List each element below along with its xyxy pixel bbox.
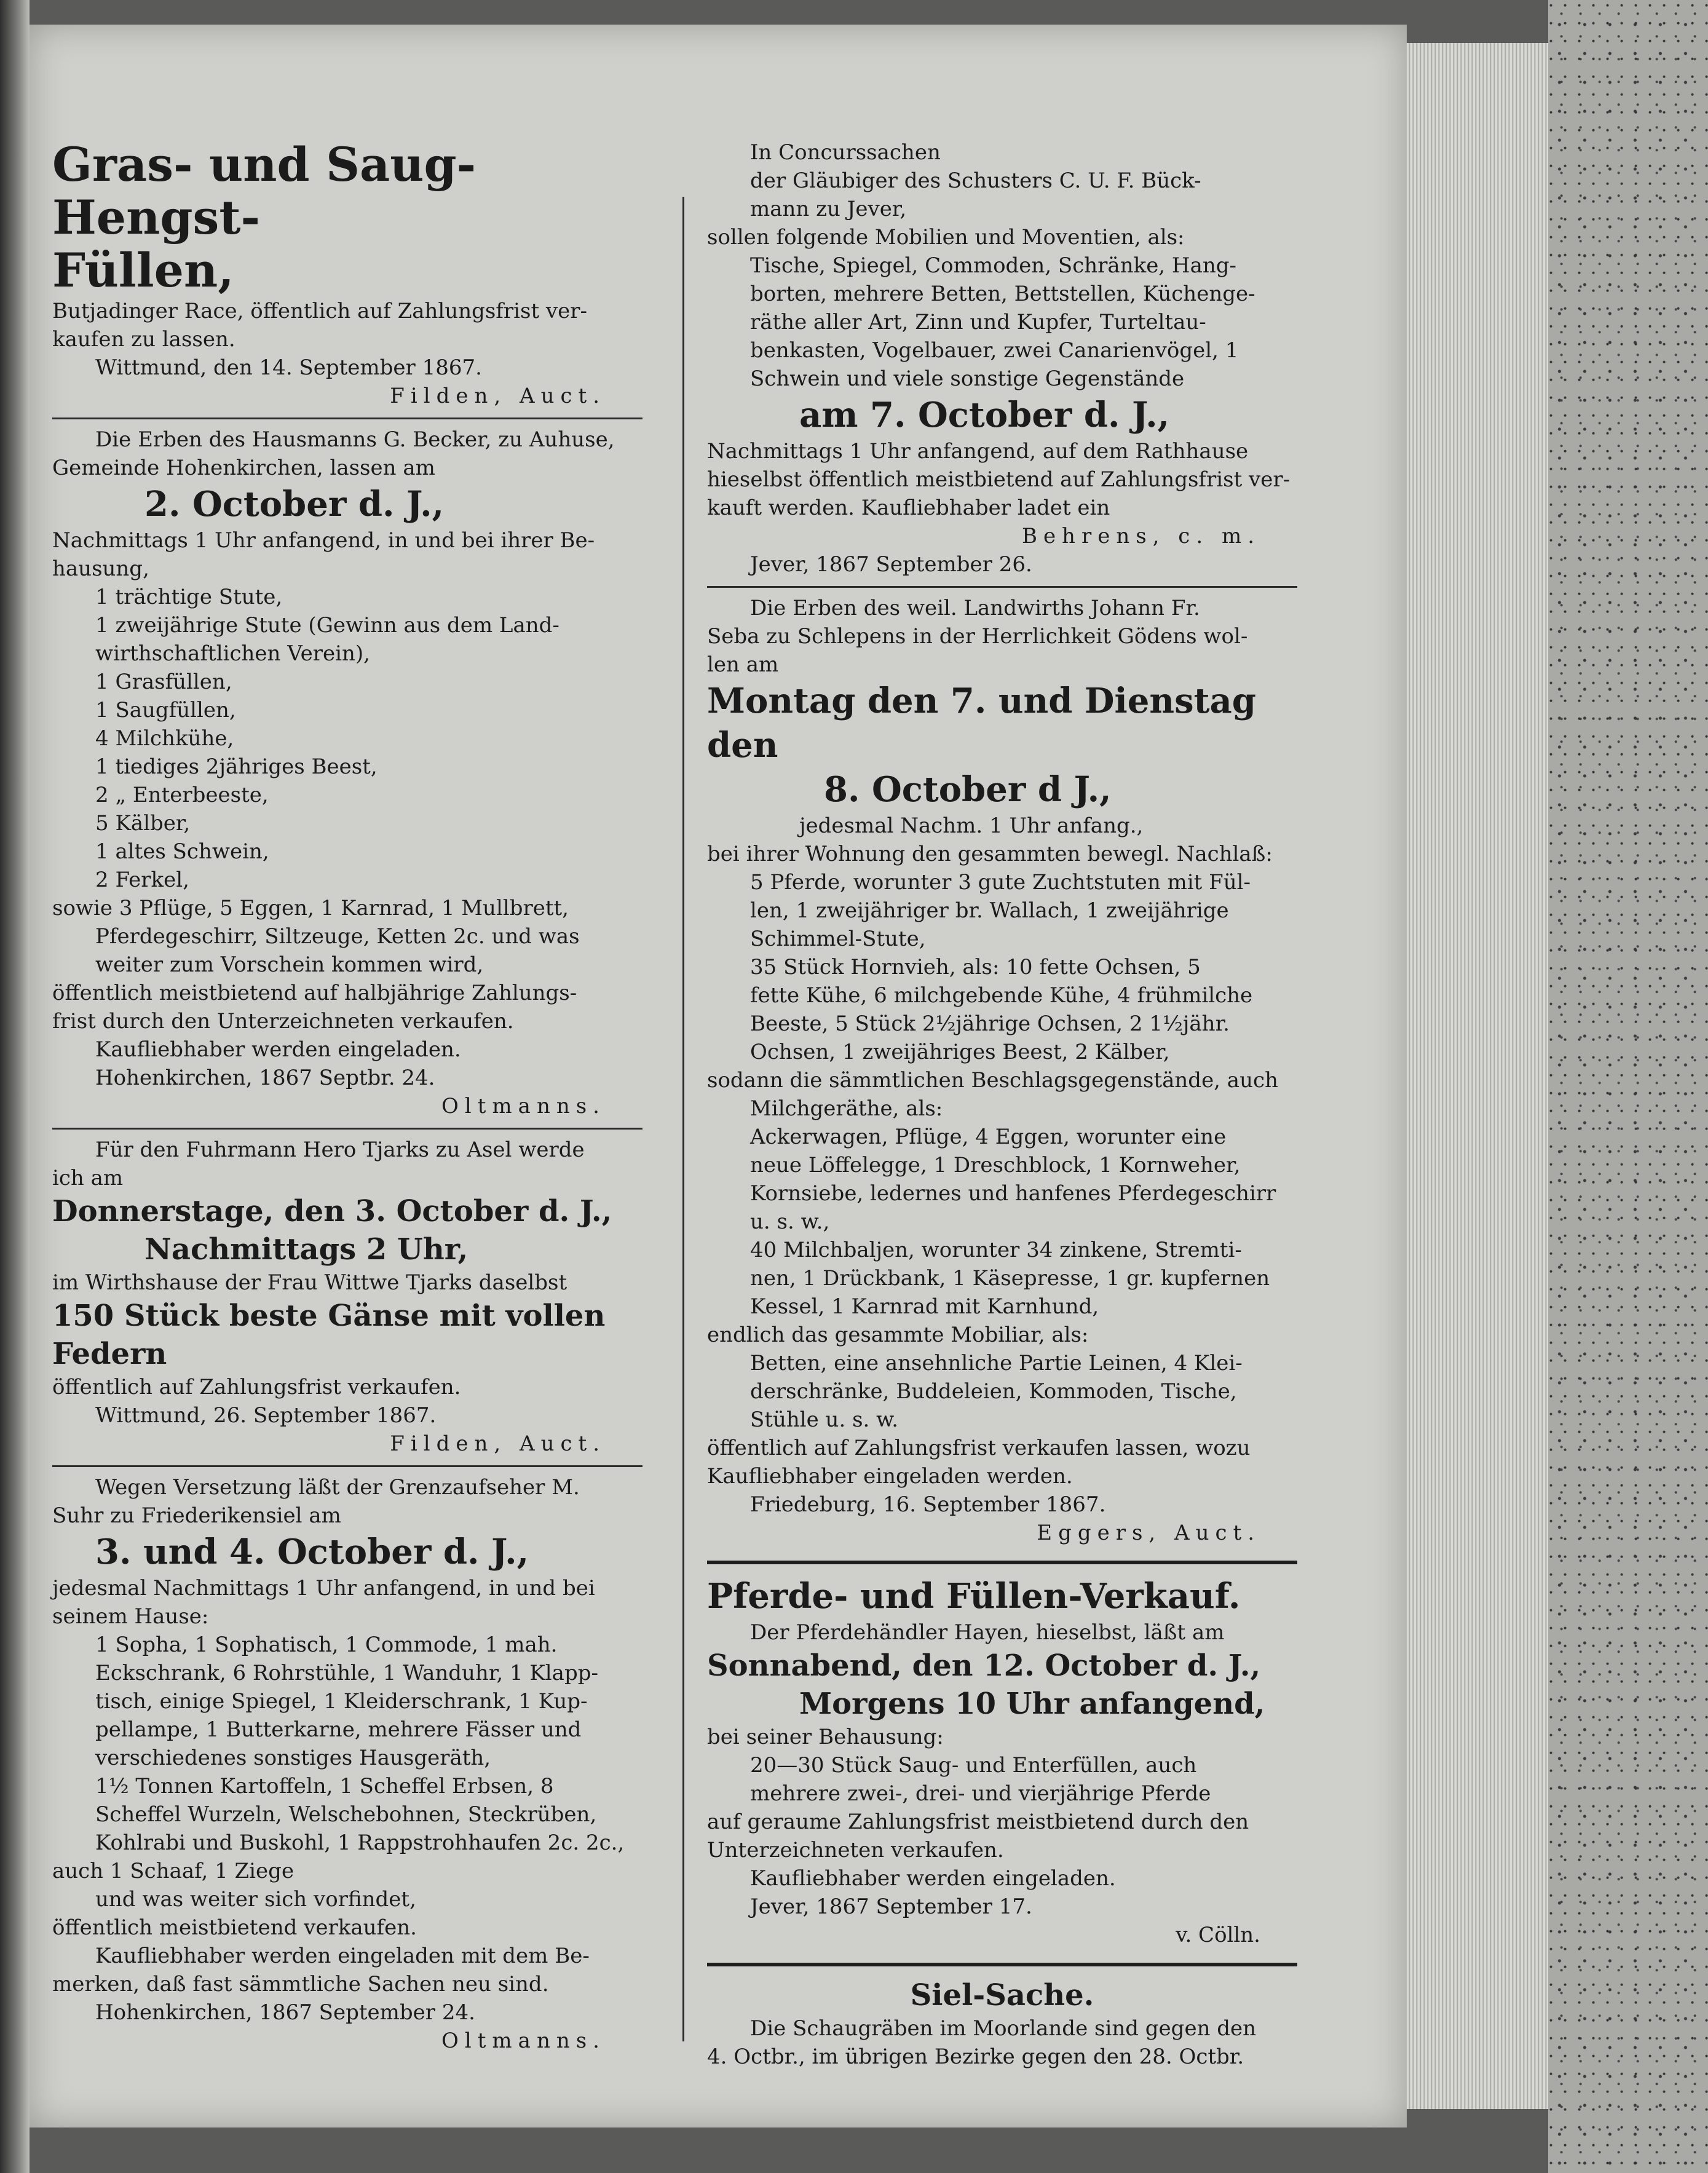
list-item: benkasten, Vogelbauer, zwei Canarienvögel, 1 (750, 338, 1239, 363)
ad-text: weiter zum Vorschein kommen wird, (95, 952, 484, 977)
ad-separator (707, 586, 1297, 588)
list-item: 1 tiediges 2jähriges Beest, (95, 754, 378, 779)
list-item: 1½ Tonnen Kartoffeln, 1 Scheffel Erbsen, 8 (95, 1774, 554, 1799)
ad-tjarks-geese (52, 1136, 642, 1458)
list-item: Kohlrabi und Buskohl, 1 Rappstrohhaufen 2c. 2c., (95, 1831, 625, 1855)
ad-signature: Eggers, Auct. (1037, 1521, 1260, 1545)
ad-text: sodann die sämmtlichen Beschlagsgegenstände, auch (707, 1068, 1278, 1093)
ad-seba-estate (707, 594, 1297, 1547)
ad-separator (52, 418, 642, 419)
ad-goods-heading: Federn (52, 1337, 167, 1371)
list-item: Eckschrank, 6 Rohrstühle, 1 Wanduhr, 1 Klapp- (95, 1661, 598, 1685)
list-item: borten, mehrere Betten, Bettstellen, Küchenge- (750, 282, 1255, 306)
ad-text: Kaufliebhaber werden eingeladen. (95, 1037, 461, 1062)
ad-pferde-verkauf (707, 1574, 1297, 1949)
ad-text: frist durch den Unterzeichneten verkaufen. (52, 1009, 514, 1034)
ad-signature: Behrens, c. m. (1021, 524, 1260, 548)
ad-text: öffentlich auf Zahlungsfrist verkaufen lassen, wozu (707, 1436, 1251, 1460)
ad-separator (707, 1963, 1297, 1966)
list-item: räthe aller Art, Zinn und Kupfer, Turteltau- (750, 310, 1206, 334)
ad-text: mehrere zwei-, drei- und vierjährige Pferde (750, 1781, 1211, 1806)
ad-text: Die Erben des weil. Landwirths Johann Fr. (750, 596, 1200, 620)
ad-text: 4. Octbr., im übrigen Bezirke gegen den 28. Octbr. (707, 2044, 1244, 2069)
ad-signature: Oltmanns. (441, 2029, 606, 2053)
list-item: Stühle u. s. w. (750, 1407, 899, 1432)
list-item: verschiedenes sonstiges Hausgeräth, (95, 1746, 491, 1770)
ad-text: merken, daß fast sämmtliche Sachen neu sind. (52, 1972, 549, 1997)
list-item: wirthschaftlichen Verein), (95, 641, 370, 666)
list-item: Beeste, 5 Stück 2½jährige Ochsen, 2 1½jähr. (750, 1011, 1230, 1036)
column-divider (682, 197, 684, 2041)
ad-text: len am (707, 652, 779, 677)
ad-text: und was weiter sich vorfindet, (95, 1887, 416, 1912)
ad-text: Milchgeräthe, als: (750, 1096, 943, 1121)
ad-date: Hohenkirchen, 1867 September 24. (95, 2000, 475, 2025)
list-item: fette Kühe, 6 milchgebende Kühe, 4 frühmilche (750, 983, 1253, 1008)
list-item: 1 Sopha, 1 Sophatisch, 1 Commode, 1 mah. (95, 1633, 558, 1657)
ad-date: Hohenkirchen, 1867 Septbr. 24. (95, 1066, 435, 1090)
list-item: 2 „ Enterbeeste, (95, 783, 269, 807)
list-item: neue Löffelegge, 1 Dreschblock, 1 Kornweher, (750, 1153, 1241, 1178)
ad-text: seinem Hause: (52, 1604, 209, 1629)
list-item: 35 Stück Hornvieh, als: 10 fette Ochsen, 5 (750, 955, 1201, 980)
list-item: nen, 1 Drückbank, 1 Käsepresse, 1 gr. kupfernen (750, 1266, 1270, 1291)
ad-text: mann zu Jever, (750, 197, 907, 221)
ad-text: Kaufliebhaber werden eingeladen. (750, 1866, 1116, 1891)
ad-text: bei seiner Behausung: (707, 1725, 944, 1749)
ad-signature: Filden, Auct. (390, 384, 606, 408)
ad-title: Füllen, (52, 243, 234, 298)
ad-date: Wittmund, 26. September 1867. (95, 1403, 437, 1428)
ad-date-heading: Montag den 7. und Dienstag den (707, 681, 1256, 766)
list-item: derschränke, Buddeleien, Kommoden, Tische, (750, 1379, 1237, 1404)
list-item: Ochsen, 1 zweijähriges Beest, 2 Kälber, (750, 1040, 1170, 1064)
ad-text: bei ihrer Wohnung den gesammten bewegl. Nachlaß: (707, 842, 1273, 866)
list-item: 1 Grasfüllen, (95, 670, 232, 694)
ad-text: Seba zu Schlepens in der Herrlichkeit Gödens wol- (707, 624, 1248, 649)
list-item: pellampe, 1 Butterkarne, mehrere Fässer und (95, 1717, 582, 1742)
ad-text: der Gläubiger des Schusters C. U. F. Bück- (750, 168, 1201, 193)
ad-date-heading: 8. October d J., (824, 769, 1112, 810)
ad-text: öffentlich meistbietend verkaufen. (52, 1915, 417, 1940)
ad-date-heading: Donnerstage, den 3. October d. J., (52, 1194, 612, 1229)
ad-text: 20—30 Stück Saug- und Enterfüllen, auch (750, 1753, 1197, 1778)
ad-text: jedesmal Nachmittags 1 Uhr anfangend, in und bei (52, 1576, 595, 1601)
ad-separator (52, 1465, 642, 1467)
ad-goods-heading: 150 Stück beste Gänse mit vollen (52, 1299, 606, 1333)
ad-text: hieselbst öffentlich meistbietend auf Zahlungsfrist ver- (707, 467, 1291, 492)
ad-text: kauft werden. Kaufliebhaber ladet ein (707, 496, 1110, 520)
ad-text: öffentlich auf Zahlungsfrist verkaufen. (52, 1375, 461, 1399)
ad-text: Kaufliebhaber eingeladen werden. (707, 1464, 1073, 1489)
list-item: Kornsiebe, ledernes und hanfenes Pferdegeschirr (750, 1181, 1276, 1206)
list-item: Betten, eine ansehnliche Partie Leinen, 4 Klei- (750, 1351, 1243, 1375)
ad-text: Wegen Versetzung läßt der Grenzaufseher M. (95, 1475, 580, 1500)
list-item: 1 trächtige Stute, (95, 585, 283, 609)
ad-text: Die Schaugräben im Moorlande sind gegen den (750, 2016, 1257, 2041)
ad-separator (52, 1128, 642, 1130)
list-item: Tische, Spiegel, Commoden, Schränke, Hang- (750, 253, 1236, 278)
list-item: Schimmel-Stute, (750, 927, 926, 951)
ad-text: Pferdegeschirr, Siltzeuge, Ketten 2c. und was (95, 924, 580, 949)
list-item: Scheffel Wurzeln, Welschebohnen, Steckrüben, (95, 1802, 597, 1827)
ad-suhr-household (52, 1473, 642, 2055)
ad-text: im Wirthshause der Frau Wittwe Tjarks daselbst (52, 1270, 567, 1295)
ad-text: auch 1 Schaaf, 1 Ziege (52, 1859, 295, 1883)
ad-text: jedesmal Nachm. 1 Uhr anfang., (799, 813, 1144, 838)
ad-text: sollen folgende Mobilien und Moventien, als: (707, 225, 1185, 250)
ad-becker-auction (52, 425, 642, 1120)
ad-title: Siel-Sache. (910, 1978, 1094, 2013)
ad-date-heading: 2. October d. J., (144, 484, 445, 524)
ad-text: Nachmittags 1 Uhr anfangend, in und bei ihrer Be- (52, 528, 595, 553)
list-item: Kessel, 1 Karnrad mit Karnhund, (750, 1294, 1099, 1319)
list-item: u. s. w., (750, 1209, 830, 1234)
ad-text: Die Erben des Hausmanns G. Becker, zu Auhuse, (95, 427, 615, 452)
ad-title: Gras- und Saug-Hengst- (52, 137, 476, 245)
ad-siel-sache (707, 1976, 1297, 2071)
ad-signature: Filden, Auct. (390, 1431, 606, 1456)
ad-text: auf geraume Zahlungsfrist meistbietend durch den (707, 1810, 1249, 1834)
list-item: 40 Milchbaljen, worunter 34 zinkene, Stremti- (750, 1238, 1242, 1262)
ad-signature: v. Cölln. (1176, 1923, 1260, 1947)
ad-text: Butjadinger Race, öffentlich auf Zahlungsfrist ver- (52, 299, 588, 323)
ad-time-heading: Nachmittags 2 Uhr, (144, 1232, 469, 1267)
ad-date-heading: am 7. October d. J., (799, 395, 1170, 435)
ad-text: Gemeinde Hohenkirchen, lassen am (52, 456, 435, 480)
list-item: 5 Pferde, worunter 3 gute Zuchtstuten mit Fül- (750, 870, 1251, 895)
ad-text: öffentlich meistbietend auf halbjährige Zahlungs- (52, 981, 577, 1005)
book-cover-board (1548, 0, 1708, 2173)
list-item: 5 Kälber, (95, 811, 191, 836)
ad-date-heading: 3. und 4. October d. J., (95, 1532, 529, 1572)
list-item: 1 Saugfüllen, (95, 698, 236, 722)
facing-page-edge (0, 0, 30, 2173)
ad-text: Nachmittags 1 Uhr anfangend, auf dem Rathhause (707, 439, 1249, 464)
ad-text: hausung, (52, 556, 149, 581)
ad-text: ich am (52, 1166, 124, 1190)
ad-text: endlich das gesammte Mobiliar, als: (707, 1323, 1089, 1347)
list-item: len, 1 zweijähriger br. Wallach, 1 zweijährige (750, 898, 1229, 923)
ad-text: Kaufliebhaber werden eingeladen mit dem Be- (95, 1944, 590, 1968)
ad-hengst-fuellen (52, 138, 642, 410)
ad-concurs-bueckmann (707, 138, 1297, 579)
right-column (707, 138, 1297, 2071)
left-column (52, 138, 642, 2055)
ad-date: Wittmund, den 14. September 1867. (95, 355, 482, 380)
list-item: tisch, einige Spiegel, 1 Kleiderschrank, 1 Kup- (95, 1689, 588, 1714)
ad-title: Pferde- und Füllen-Verkauf. (707, 1576, 1241, 1617)
list-item: 1 zweijährige Stute (Gewinn aus dem Land- (95, 613, 559, 638)
ad-date: Friedeburg, 16. September 1867. (750, 1492, 1106, 1517)
list-item: Schwein und viele sonstige Gegenstände (750, 366, 1185, 391)
list-item: 2 Ferkel, (95, 868, 189, 892)
ad-signature: Oltmanns. (441, 1094, 606, 1118)
ad-date: Jever, 1867 September 26. (750, 552, 1032, 577)
ad-date: Jever, 1867 September 17. (750, 1894, 1032, 1919)
ad-time-heading: Morgens 10 Uhr anfangend, (799, 1687, 1265, 1721)
ad-text: In Concurssachen (750, 140, 941, 165)
ad-separator (707, 1561, 1297, 1564)
ad-text: sowie 3 Pflüge, 5 Eggen, 1 Karnrad, 1 Mullbrett, (52, 896, 569, 920)
page-block-edges (1407, 43, 1548, 2109)
ad-text: Unterzeichneten verkaufen. (707, 1838, 1004, 1862)
ad-text: Der Pferdehändler Hayen, hieselbst, läßt am (750, 1620, 1225, 1645)
ad-text: kaufen zu lassen. (52, 327, 235, 352)
list-item: 1 altes Schwein, (95, 839, 269, 864)
list-item: Ackerwagen, Pflüge, 4 Eggen, worunter eine (750, 1125, 1227, 1149)
ad-text: Suhr zu Friederikensiel am (52, 1503, 341, 1528)
ad-text: Für den Fuhrmann Hero Tjarks zu Asel werde (95, 1138, 585, 1162)
ad-date-heading: Sonnabend, den 12. October d. J., (707, 1649, 1261, 1683)
list-item: 4 Milchkühe, (95, 726, 234, 751)
